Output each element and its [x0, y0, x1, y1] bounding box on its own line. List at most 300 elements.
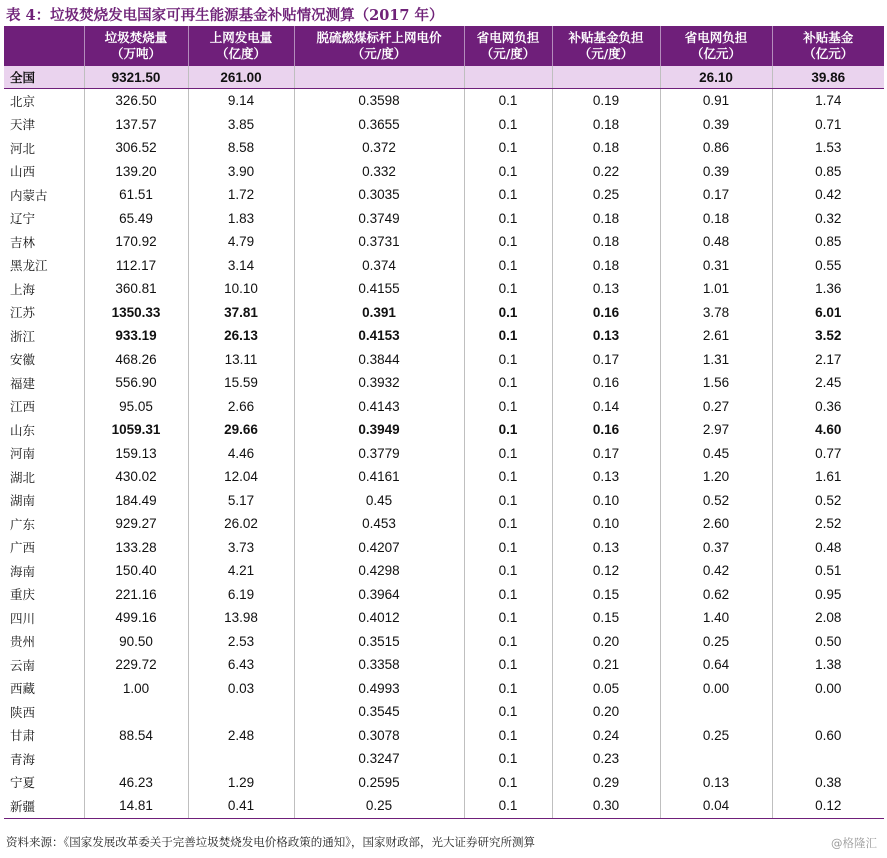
total-row — [4, 66, 884, 89]
table-cell: 65.49 — [84, 207, 188, 231]
table-row — [4, 442, 884, 466]
region-name: 新疆 — [4, 794, 84, 818]
table-cell: 0.3035 — [294, 183, 464, 207]
table-cell — [464, 66, 552, 89]
table-cell: 0.13 — [660, 771, 772, 795]
region-name: 浙江 — [10, 328, 36, 344]
region-name: 江西 — [10, 399, 36, 415]
table-cell: 3.52 — [772, 324, 884, 348]
column-header — [660, 26, 772, 66]
table-cell: 0.22 — [552, 160, 660, 184]
table-cell: 1.20 — [660, 465, 772, 489]
table-cell: 0.17 — [660, 183, 772, 207]
table-cell: 0.1 — [464, 677, 552, 701]
table-cell: 0.4153 — [294, 324, 464, 348]
table-cell: 0.3844 — [294, 348, 464, 372]
table-cell: 0.372 — [294, 136, 464, 160]
table-cell: 0.27 — [660, 395, 772, 419]
table-row — [4, 254, 884, 278]
table-row — [4, 747, 884, 771]
column-header — [772, 26, 884, 66]
table-cell: 0.4155 — [294, 277, 464, 301]
table-cell: 4.60 — [772, 418, 884, 442]
region-name: 海南 — [10, 563, 36, 579]
table-row — [4, 183, 884, 207]
table-cell: 933.19 — [84, 324, 188, 348]
table-cell: 2.53 — [188, 630, 294, 654]
table-cell: 1.40 — [660, 606, 772, 630]
table-cell: 0.3598 — [294, 89, 464, 113]
table-cell: 0.1 — [464, 277, 552, 301]
table-cell: 0.38 — [772, 771, 884, 795]
table-cell: 0.3731 — [294, 230, 464, 254]
table-cell: 159.13 — [84, 442, 188, 466]
table-cell: 0.18 — [552, 113, 660, 137]
table-cell: 229.72 — [84, 653, 188, 677]
table-row — [4, 301, 884, 325]
table-cell: 0.03 — [188, 677, 294, 701]
region-name: 广西 — [10, 540, 36, 556]
column-header-unit: （亿元） — [690, 46, 741, 61]
table-cell: 0.1 — [464, 606, 552, 630]
table-cell: 0.18 — [552, 254, 660, 278]
table-row — [4, 512, 884, 536]
region-name: 吉林 — [10, 234, 36, 250]
table-cell: 0.42 — [660, 559, 772, 583]
region-name: 北京 — [10, 93, 36, 109]
region-name: 全国 — [4, 66, 84, 89]
table-cell: 0.14 — [552, 395, 660, 419]
table-cell: 0.48 — [772, 536, 884, 560]
table-cell: 0.3078 — [294, 724, 464, 748]
table-cell: 0.1 — [464, 113, 552, 137]
table-cell: 929.27 — [84, 512, 188, 536]
region-name: 湖南 — [10, 493, 36, 509]
region-name: 河北 — [10, 140, 36, 156]
table-row — [4, 536, 884, 560]
table-cell — [660, 700, 772, 724]
table-cell: 0.77 — [772, 442, 884, 466]
table-cell: 0.25 — [552, 183, 660, 207]
region-name: 云南 — [10, 657, 36, 673]
table-cell: 26.13 — [188, 324, 294, 348]
region-name: 湖北 — [10, 469, 36, 485]
table-cell — [294, 66, 464, 89]
table-row — [4, 606, 884, 630]
table-cell: 0.3779 — [294, 442, 464, 466]
table-cell: 0.19 — [552, 89, 660, 113]
table-row — [4, 583, 884, 607]
table-row — [4, 418, 884, 442]
table-cell — [772, 700, 884, 724]
column-header-label: 上网发电量 — [209, 30, 273, 45]
table-cell: 3.90 — [188, 160, 294, 184]
table-cell: 0.13 — [552, 536, 660, 560]
table-cell: 430.02 — [84, 465, 188, 489]
table-cell: 3.14 — [188, 254, 294, 278]
table-cell: 0.3964 — [294, 583, 464, 607]
region-name: 重庆 — [10, 587, 36, 603]
table-cell: 0.1 — [464, 700, 552, 724]
column-header — [552, 26, 660, 66]
watermark: @格隆汇 — [831, 836, 877, 850]
table-cell: 1.74 — [772, 89, 884, 113]
column-header-unit: （元/度） — [351, 46, 407, 61]
column-header-label: 省电网负担 — [684, 30, 748, 45]
table-cell: 0.1 — [464, 747, 552, 771]
table-cell: 1.00 — [84, 677, 188, 701]
table-title: 表 4：垃圾焚烧发电国家可再生能源基金补贴情况测算（2017 年） — [6, 7, 444, 24]
region-name: 黑龙江 — [10, 258, 48, 274]
table-cell: 0.15 — [552, 583, 660, 607]
region-name: 天津 — [10, 117, 36, 133]
table-cell: 221.16 — [84, 583, 188, 607]
column-header — [84, 26, 188, 66]
table-cell: 0.1 — [464, 136, 552, 160]
table-cell: 0.453 — [294, 512, 464, 536]
table-cell: 2.08 — [772, 606, 884, 630]
table-cell: 0.1 — [464, 630, 552, 654]
column-header-label: 省电网负担 — [476, 30, 540, 45]
table-cell: 0.41 — [188, 794, 294, 818]
table-cell: 0.85 — [772, 230, 884, 254]
table-cell: 150.40 — [84, 559, 188, 583]
table-cell: 0.3932 — [294, 371, 464, 395]
table-row — [4, 324, 884, 348]
table-row — [4, 371, 884, 395]
table-cell: 0.62 — [660, 583, 772, 607]
table-cell: 0.3949 — [294, 418, 464, 442]
table-cell: 6.01 — [772, 301, 884, 325]
table-cell: 0.36 — [772, 395, 884, 419]
table-cell — [772, 747, 884, 771]
table-cell — [188, 747, 294, 771]
table-cell: 0.2595 — [294, 771, 464, 795]
table-cell: 468.26 — [84, 348, 188, 372]
table-cell: 1.36 — [772, 277, 884, 301]
table-cell: 0.00 — [772, 677, 884, 701]
table-cell: 556.90 — [84, 371, 188, 395]
table-cell: 37.81 — [188, 301, 294, 325]
table-cell: 0.1 — [464, 207, 552, 231]
table-cell: 0.12 — [772, 794, 884, 818]
table-cell: 0.1 — [464, 254, 552, 278]
table-cell: 0.71 — [772, 113, 884, 137]
table-cell: 0.17 — [552, 348, 660, 372]
table-cell: 0.16 — [552, 301, 660, 325]
table-cell: 0.37 — [660, 536, 772, 560]
table-cell: 1350.33 — [84, 301, 188, 325]
table-cell: 0.4143 — [294, 395, 464, 419]
table-cell: 0.64 — [660, 653, 772, 677]
column-header-label: 脱硫燃煤标杆上网电价 — [316, 30, 442, 45]
table-cell: 0.3247 — [294, 747, 464, 771]
table-row — [4, 230, 884, 254]
table-cell: 0.1 — [464, 489, 552, 513]
table-cell: 3.73 — [188, 536, 294, 560]
table-cell: 0.1 — [464, 724, 552, 748]
table-cell: 0.1 — [464, 442, 552, 466]
column-header-label: 补贴基金负担 — [568, 30, 644, 45]
table-cell: 0.25 — [660, 724, 772, 748]
region-name: 青海 — [10, 751, 36, 767]
region-name: 河南 — [10, 446, 36, 462]
table-cell: 88.54 — [84, 724, 188, 748]
table-cell: 0.1 — [464, 230, 552, 254]
table-cell — [660, 747, 772, 771]
region-name: 广东 — [10, 516, 36, 532]
table-cell: 0.1 — [464, 324, 552, 348]
table-cell: 0.16 — [552, 418, 660, 442]
table-cell: 306.52 — [84, 136, 188, 160]
column-header — [294, 26, 464, 66]
region-name: 山西 — [10, 164, 36, 180]
table-row — [4, 771, 884, 795]
table-cell — [552, 66, 660, 89]
table-cell: 0.10 — [552, 512, 660, 536]
region-name: 上海 — [10, 281, 36, 297]
table-cell: 0.25 — [294, 794, 464, 818]
column-header-label: 垃圾焚烧量 — [104, 30, 168, 45]
source-note: 资料来源：《国家发展改革委关于完善垃圾焚烧发电价格政策的通知》，国家财政部，光大证券研究所测算 — [6, 835, 535, 849]
table-cell: 0.4298 — [294, 559, 464, 583]
table-cell: 0.4993 — [294, 677, 464, 701]
table-cell: 0.18 — [552, 230, 660, 254]
table-cell: 0.50 — [772, 630, 884, 654]
table-row — [4, 465, 884, 489]
region-name: 陕西 — [10, 704, 36, 720]
table-cell: 0.17 — [552, 442, 660, 466]
table-cell: 0.91 — [660, 89, 772, 113]
table-cell: 0.55 — [772, 254, 884, 278]
table-cell: 2.45 — [772, 371, 884, 395]
table-cell: 0.15 — [552, 606, 660, 630]
table-cell: 0.1 — [464, 559, 552, 583]
table-row — [4, 277, 884, 301]
table-cell: 0.85 — [772, 160, 884, 184]
table-cell: 0.48 — [660, 230, 772, 254]
table-cell: 26.02 — [188, 512, 294, 536]
table-cell: 0.4012 — [294, 606, 464, 630]
table-cell: 0.1 — [464, 653, 552, 677]
table-row — [4, 724, 884, 748]
table-cell: 61.51 — [84, 183, 188, 207]
table-cell: 0.20 — [552, 630, 660, 654]
table-cell: 0.39 — [660, 160, 772, 184]
region-name: 江苏 — [10, 305, 36, 321]
table-cell: 0.3655 — [294, 113, 464, 137]
table-cell: 0.45 — [294, 489, 464, 513]
table-cell: 0.10 — [552, 489, 660, 513]
table-cell: 1.31 — [660, 348, 772, 372]
table-cell: 0.31 — [660, 254, 772, 278]
table-row — [4, 348, 884, 372]
table-cell: 0.20 — [552, 700, 660, 724]
table-cell: 0.4207 — [294, 536, 464, 560]
table-cell: 0.21 — [552, 653, 660, 677]
table-cell: 0.29 — [552, 771, 660, 795]
table-cell: 0.332 — [294, 160, 464, 184]
table-cell: 112.17 — [84, 254, 188, 278]
column-header — [464, 26, 552, 66]
table-row — [4, 677, 884, 701]
table-cell: 139.20 — [84, 160, 188, 184]
column-header-unit: （亿度） — [215, 46, 266, 61]
table-cell: 0.18 — [660, 207, 772, 231]
table-cell: 2.48 — [188, 724, 294, 748]
column-header-unit: （元/度） — [480, 46, 536, 61]
table-cell: 0.00 — [660, 677, 772, 701]
table-cell: 0.12 — [552, 559, 660, 583]
table-cell: 0.45 — [660, 442, 772, 466]
table-cell: 0.86 — [660, 136, 772, 160]
table-cell: 6.43 — [188, 653, 294, 677]
table-cell: 1.01 — [660, 277, 772, 301]
table-cell: 0.3545 — [294, 700, 464, 724]
table-cell: 9321.50 — [84, 66, 188, 89]
region-name: 山东 — [10, 422, 36, 438]
table-cell: 326.50 — [84, 89, 188, 113]
table-cell: 0.16 — [552, 371, 660, 395]
table-cell: 0.3515 — [294, 630, 464, 654]
table-cell: 15.59 — [188, 371, 294, 395]
table-cell: 0.24 — [552, 724, 660, 748]
table-cell: 14.81 — [84, 794, 188, 818]
region-name: 甘肃 — [10, 728, 36, 744]
table-cell: 9.14 — [188, 89, 294, 113]
table-cell: 133.28 — [84, 536, 188, 560]
column-header — [4, 26, 84, 66]
region-name: 辽宁 — [10, 211, 36, 227]
table-row — [4, 653, 884, 677]
table-cell: 0.42 — [772, 183, 884, 207]
table-row — [4, 700, 884, 724]
table-cell: 0.1 — [464, 794, 552, 818]
table-cell: 2.66 — [188, 395, 294, 419]
table-row — [4, 136, 884, 160]
table-cell: 1.61 — [772, 465, 884, 489]
table-cell: 3.78 — [660, 301, 772, 325]
table-cell: 0.1 — [464, 160, 552, 184]
table-row — [4, 489, 884, 513]
table-cell: 13.11 — [188, 348, 294, 372]
table-cell: 360.81 — [84, 277, 188, 301]
table-cell: 0.30 — [552, 794, 660, 818]
table-cell: 8.58 — [188, 136, 294, 160]
table-cell: 4.79 — [188, 230, 294, 254]
region-name: 安徽 — [10, 352, 36, 368]
region-name: 西藏 — [10, 681, 36, 697]
table-cell: 1.53 — [772, 136, 884, 160]
table-cell: 0.1 — [464, 536, 552, 560]
table-cell: 2.60 — [660, 512, 772, 536]
table-cell — [188, 700, 294, 724]
table-cell: 1.29 — [188, 771, 294, 795]
table-cell: 0.1 — [464, 348, 552, 372]
region-name: 福建 — [10, 375, 36, 391]
table-cell: 0.1 — [464, 89, 552, 113]
table-cell: 0.3358 — [294, 653, 464, 677]
table-cell: 1.72 — [188, 183, 294, 207]
table-cell: 4.46 — [188, 442, 294, 466]
table-cell: 46.23 — [84, 771, 188, 795]
table-cell: 3.85 — [188, 113, 294, 137]
table-cell: 0.13 — [552, 465, 660, 489]
table-cell: 2.61 — [660, 324, 772, 348]
table-cell: 0.13 — [552, 324, 660, 348]
table-cell: 1.56 — [660, 371, 772, 395]
table-cell: 13.98 — [188, 606, 294, 630]
table-cell: 0.51 — [772, 559, 884, 583]
table-cell: 137.57 — [84, 113, 188, 137]
table-cell: 0.1 — [464, 418, 552, 442]
table-cell: 29.66 — [188, 418, 294, 442]
region-name: 四川 — [10, 610, 36, 626]
table-cell: 2.97 — [660, 418, 772, 442]
table-cell: 0.39 — [660, 113, 772, 137]
region-name: 宁夏 — [10, 775, 36, 791]
table-cell: 261.00 — [188, 66, 294, 89]
table-cell: 0.1 — [464, 512, 552, 536]
table-cell: 0.23 — [552, 747, 660, 771]
table-cell: 0.1 — [464, 583, 552, 607]
table-cell: 0.18 — [552, 207, 660, 231]
table-row — [4, 630, 884, 654]
table-cell: 10.10 — [188, 277, 294, 301]
table-cell: 39.86 — [772, 66, 884, 89]
column-header-unit: （元/度） — [578, 46, 634, 61]
table-cell: 2.17 — [772, 348, 884, 372]
table-cell: 499.16 — [84, 606, 188, 630]
table-cell: 0.1 — [464, 465, 552, 489]
table-cell: 170.92 — [84, 230, 188, 254]
table-cell: 1.83 — [188, 207, 294, 231]
table-cell: 12.04 — [188, 465, 294, 489]
table-cell: 0.1 — [464, 771, 552, 795]
table-cell: 0.25 — [660, 630, 772, 654]
column-header-unit: （万吨） — [110, 46, 161, 61]
table-cell: 0.04 — [660, 794, 772, 818]
column-header — [188, 26, 294, 66]
table-cell: 0.4161 — [294, 465, 464, 489]
table-row — [4, 559, 884, 583]
table-cell: 0.1 — [464, 395, 552, 419]
table-cell: 0.1 — [464, 371, 552, 395]
table-cell: 0.60 — [772, 724, 884, 748]
column-header-unit: （亿元） — [803, 46, 854, 61]
table-cell: 4.21 — [188, 559, 294, 583]
table-row — [4, 395, 884, 419]
table-cell: 0.13 — [552, 277, 660, 301]
table-cell: 0.95 — [772, 583, 884, 607]
table-cell: 0.1 — [464, 183, 552, 207]
table-cell: 1.38 — [772, 653, 884, 677]
region-name: 贵州 — [10, 634, 36, 650]
table-cell: 5.17 — [188, 489, 294, 513]
table-cell: 0.18 — [552, 136, 660, 160]
header-row — [4, 26, 884, 66]
table-row — [4, 207, 884, 231]
table-cell: 6.19 — [188, 583, 294, 607]
table-cell: 0.32 — [772, 207, 884, 231]
table-cell: 95.05 — [84, 395, 188, 419]
subsidy-table — [4, 26, 884, 819]
table-cell: 0.05 — [552, 677, 660, 701]
table-cell — [84, 747, 188, 771]
table-cell: 184.49 — [84, 489, 188, 513]
table-row — [4, 160, 884, 184]
table-cell: 90.50 — [84, 630, 188, 654]
